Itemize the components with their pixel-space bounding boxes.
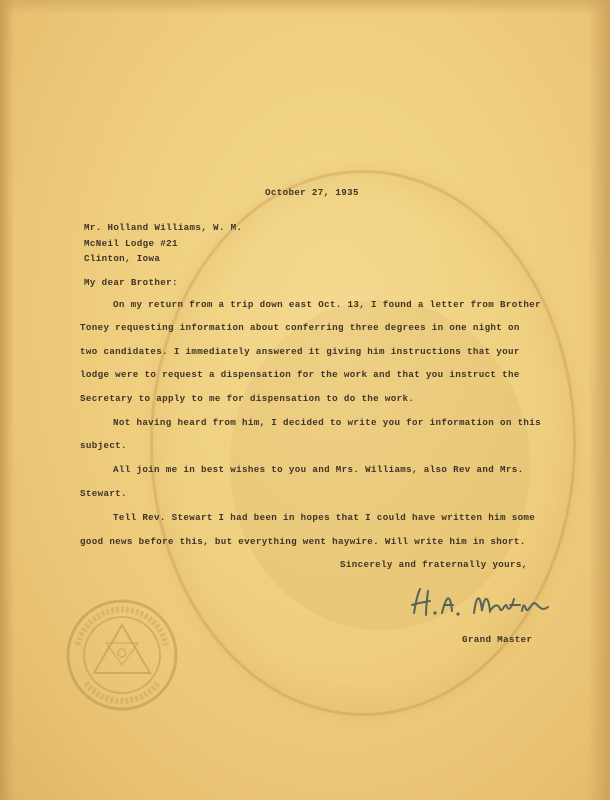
- body-line: two candidates. I immediately answered it giving him instructions that your: [80, 346, 520, 357]
- paper-edge-right: [588, 0, 610, 800]
- body-line: Secretary to apply to me for dispensation to do the work.: [80, 393, 415, 404]
- body-line: Toney requesting information about conferring three degrees in one night on: [80, 322, 520, 333]
- salutation: My dear Brother:: [84, 277, 178, 288]
- paper-edge-left: [0, 0, 14, 800]
- paper-edge-top: [0, 0, 610, 14]
- body-line: subject.: [80, 440, 127, 451]
- body-line: On my return from a trip down east Oct. 13, I found a letter from Brother: [113, 299, 542, 310]
- body-line: lodge were to request a dispensation for the work and that you instruct the: [80, 369, 520, 380]
- closing: Sincerely and fraternally yours,: [340, 559, 528, 570]
- embossed-seal-icon: [62, 595, 182, 715]
- body-line: Not having heard from him, I decided to write you for information on this: [113, 417, 542, 428]
- signature-title: Grand Master: [462, 634, 533, 645]
- letter-date: October 27, 1935: [265, 187, 359, 198]
- address-line: Clinton, Iowa: [84, 253, 161, 264]
- handwritten-signature: [408, 583, 558, 623]
- address-line: Mr. Holland Williams, W. M.: [84, 222, 243, 233]
- body-line: All join me in best wishes to you and Mrs. Williams, also Rev and Mrs.: [113, 464, 524, 475]
- body-line: good news before this, but everything went haywire. Will write him in short.: [80, 536, 526, 547]
- body-line: Tell Rev. Stewart I had been in hopes that I could have written him some: [113, 512, 536, 523]
- address-line: McNeil Lodge #21: [84, 238, 178, 249]
- body-line: Stewart.: [80, 488, 127, 499]
